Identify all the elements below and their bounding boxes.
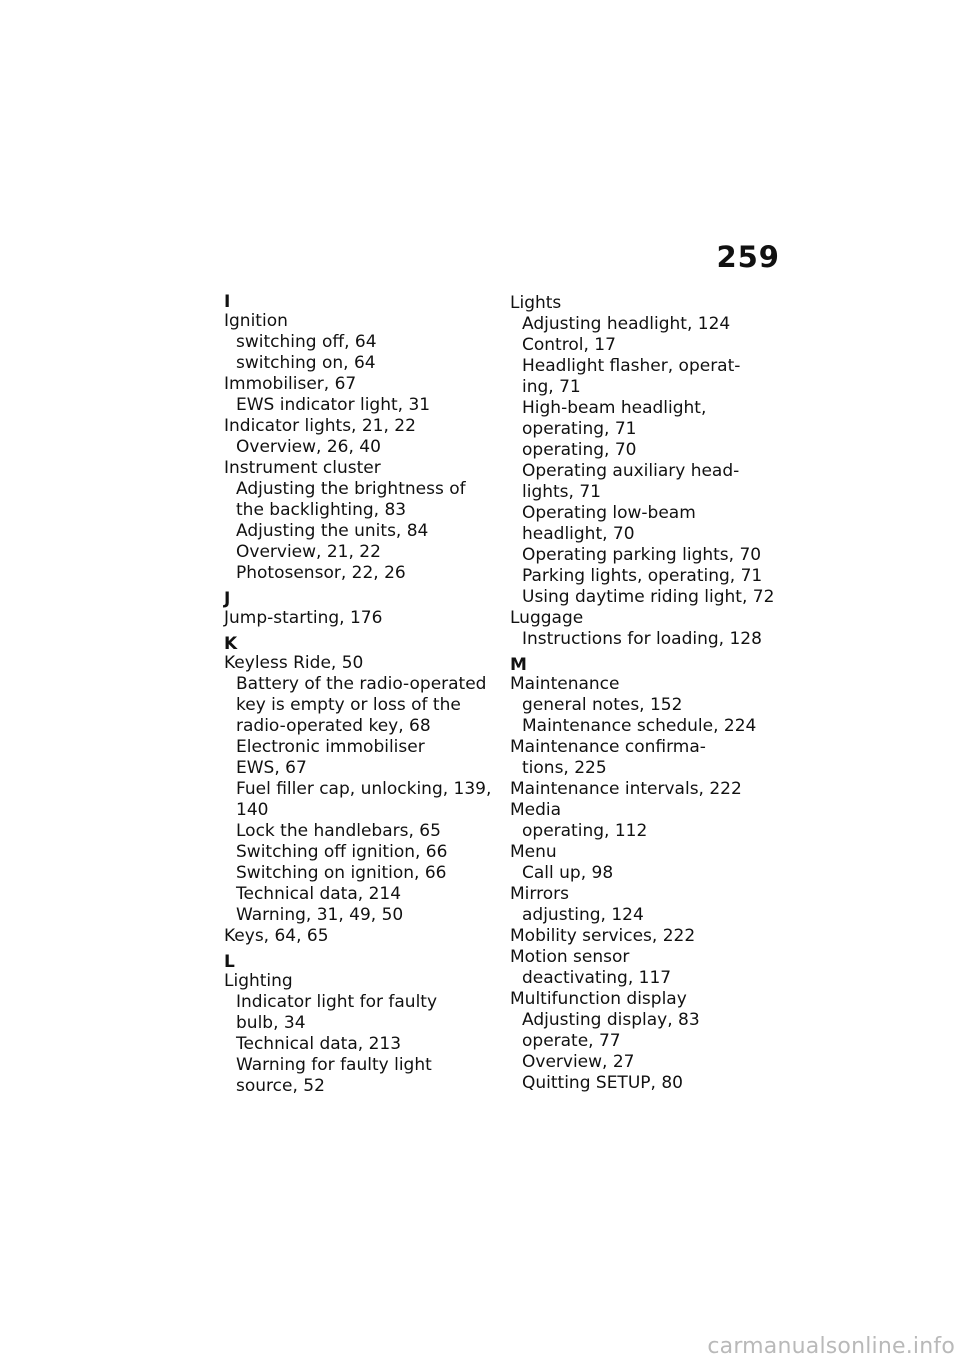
index-subentry: Maintenance schedule, 224	[522, 716, 757, 736]
index-entry: Mobility services, 222	[510, 926, 696, 946]
index-subentry: Fuel filler cap, unlocking, 139,	[236, 779, 492, 799]
index-subentry: operate, 77	[522, 1031, 621, 1051]
index-subentry: Switching on ignition, 66	[236, 863, 447, 883]
index-subentry: Call up, 98	[522, 863, 614, 883]
index-subentry: key is empty or loss of the	[236, 695, 461, 715]
index-section	[224, 590, 494, 629]
index-entry: Luggage	[510, 608, 584, 628]
index-subentry: adjusting, 124	[522, 905, 644, 925]
index-section	[224, 635, 494, 947]
index-column-right	[510, 293, 790, 1100]
index-subentry: switching off, 64	[236, 332, 377, 352]
index-entry: Ignition	[224, 311, 288, 331]
index-subentry: High-beam headlight,	[522, 398, 707, 418]
index-subentry: Technical data, 213	[236, 1034, 402, 1054]
index-entry: Keys, 64, 65	[224, 926, 329, 946]
index-subentry: EWS indicator light, 31	[236, 395, 431, 415]
index-subentry: operating, 70	[522, 440, 637, 460]
index-column-left	[224, 293, 494, 1103]
index-subentry: Battery of the radio-operated	[236, 674, 487, 694]
index-subentry: Adjusting the brightness of	[236, 479, 466, 499]
index-section	[224, 953, 494, 1097]
index-subentry: Overview, 26, 40	[236, 437, 381, 457]
index-entry: Maintenance confirma-	[510, 737, 706, 757]
index-subentry: Warning for faulty light	[236, 1055, 432, 1075]
index-subentry: Overview, 21, 22	[236, 542, 381, 562]
index-subentry: Photosensor, 22, 26	[236, 563, 406, 583]
index-subentry: Parking lights, operating, 71	[522, 566, 763, 586]
section-letter: L	[224, 952, 235, 972]
index-subentry: headlight, 70	[522, 524, 635, 544]
index-subentry: Adjusting display, 83	[522, 1010, 700, 1030]
watermark: carmanualsonline.info	[707, 1334, 955, 1359]
index-subentry: operating, 71	[522, 419, 637, 439]
index-subentry: Quitting SETUP, 80	[522, 1073, 683, 1093]
index-subentry: lights, 71	[522, 482, 601, 502]
index-subentry: Operating auxiliary head-	[522, 461, 740, 481]
index-subentry: switching on, 64	[236, 353, 376, 373]
section-letter: J	[224, 589, 231, 609]
index-subentry: the backlighting, 83	[236, 500, 407, 520]
index-entry: Menu	[510, 842, 557, 862]
index-subentry: general notes, 152	[522, 695, 683, 715]
section-letter: M	[510, 655, 527, 675]
section-letter: I	[224, 292, 231, 312]
index-entry: Multifunction display	[510, 989, 687, 1009]
index-entry: Lighting	[224, 971, 293, 991]
page-number: 259	[716, 240, 780, 274]
index-section	[510, 293, 790, 650]
index-subentry: Adjusting headlight, 124	[522, 314, 731, 334]
index-subentry: Operating parking lights, 70	[522, 545, 762, 565]
index-entry: Instrument cluster	[224, 458, 381, 478]
index-entry: Keyless Ride, 50	[224, 653, 364, 673]
index-subentry: Control, 17	[522, 335, 616, 355]
index-subentry: Operating low-beam	[522, 503, 696, 523]
index-subentry: EWS, 67	[236, 758, 307, 778]
index-subentry: Technical data, 214	[236, 884, 402, 904]
index-subentry: bulb, 34	[236, 1013, 306, 1033]
index-entry: Mirrors	[510, 884, 569, 904]
index-section	[224, 293, 494, 584]
index-entry: Maintenance intervals, 222	[510, 779, 742, 799]
index-subentry: Electronic immobiliser	[236, 737, 425, 757]
index-entry: Immobiliser, 67	[224, 374, 357, 394]
index-subentry: deactivating, 117	[522, 968, 672, 988]
index-subentry: ing, 71	[522, 377, 581, 397]
index-entry: Motion sensor	[510, 947, 630, 967]
index-subentry: 140	[236, 800, 269, 820]
index-subentry: Warning, 31, 49, 50	[236, 905, 404, 925]
index-entry: Jump-starting, 176	[224, 608, 383, 628]
index-entry: Lights	[510, 293, 562, 313]
index-section	[510, 656, 790, 1094]
index-entry: Indicator lights, 21, 22	[224, 416, 416, 436]
index-subentry: Using daytime riding light, 72	[522, 587, 775, 607]
index-subentry: tions, 225	[522, 758, 607, 778]
index-subentry: operating, 112	[522, 821, 648, 841]
index-subentry: radio-operated key, 68	[236, 716, 431, 736]
index-subentry: Overview, 27	[522, 1052, 635, 1072]
section-letter: K	[224, 634, 238, 654]
index-subentry: Switching off ignition, 66	[236, 842, 448, 862]
index-subentry: Lock the handlebars, 65	[236, 821, 441, 841]
index-subentry: Instructions for loading, 128	[522, 629, 762, 649]
index-entry: Maintenance	[510, 674, 620, 694]
index-subentry: Adjusting the units, 84	[236, 521, 429, 541]
index-subentry: Headlight flasher, operat-	[522, 356, 741, 376]
index-entry: Media	[510, 800, 562, 820]
index-subentry: Indicator light for faulty	[236, 992, 438, 1012]
index-subentry: source, 52	[236, 1076, 325, 1096]
